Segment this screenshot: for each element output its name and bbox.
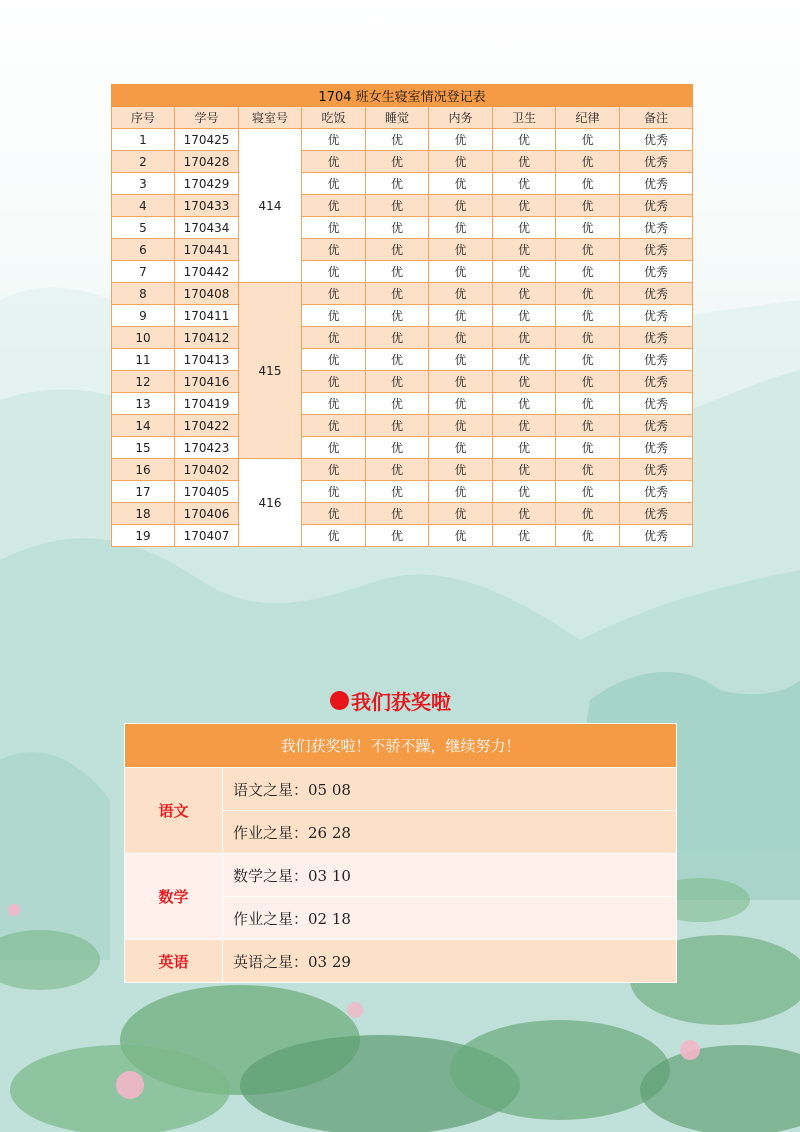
cell-remark: 优秀 <box>620 327 693 349</box>
cell-sleep: 优 <box>366 239 429 261</box>
cell-student-id: 170423 <box>175 437 239 459</box>
cell-housekeeping: 优 <box>429 217 493 239</box>
cell-sleep: 优 <box>366 261 429 283</box>
cell-sleep: 优 <box>366 437 429 459</box>
awards-title: 我们获奖啦 <box>351 690 451 714</box>
cell-discipline: 优 <box>556 349 620 371</box>
award-line: 作业之星：26 28 <box>223 811 677 854</box>
cell-housekeeping: 优 <box>429 459 493 481</box>
cell-remark: 优秀 <box>620 349 693 371</box>
cell-eat: 优 <box>302 415 366 437</box>
table-title: 1704 班女生寝室情况登记表 <box>112 85 693 107</box>
header-room: 寝室号 <box>239 107 302 129</box>
cell-remark: 优秀 <box>620 437 693 459</box>
cell-housekeeping: 优 <box>429 437 493 459</box>
cell-sleep: 优 <box>366 129 429 151</box>
cell-eat: 优 <box>302 349 366 371</box>
cell-discipline: 优 <box>556 283 620 305</box>
awards-banner: 我们获奖啦！不骄不躁，继续努力！ <box>125 724 677 768</box>
table-row <box>112 503 693 525</box>
cell-discipline: 优 <box>556 173 620 195</box>
cell-housekeeping: 优 <box>429 415 493 437</box>
table-row <box>112 173 693 195</box>
cell-hygiene: 优 <box>493 371 556 393</box>
cell-hygiene: 优 <box>493 283 556 305</box>
cell-no: 6 <box>112 239 175 261</box>
cell-discipline: 优 <box>556 371 620 393</box>
award-row <box>125 768 677 811</box>
cell-housekeeping: 优 <box>429 239 493 261</box>
cell-student-id: 170416 <box>175 371 239 393</box>
award-line: 作业之星：02 18 <box>223 897 677 940</box>
cell-discipline: 优 <box>556 129 620 151</box>
header-no: 序号 <box>112 107 175 129</box>
cell-discipline: 优 <box>556 437 620 459</box>
table-row <box>112 261 693 283</box>
cell-housekeeping: 优 <box>429 195 493 217</box>
cell-hygiene: 优 <box>493 503 556 525</box>
cell-sleep: 优 <box>366 327 429 349</box>
awards-table <box>124 723 677 983</box>
cell-student-id: 170402 <box>175 459 239 481</box>
cell-hygiene: 优 <box>493 525 556 547</box>
cell-eat: 优 <box>302 481 366 503</box>
cell-no: 9 <box>112 305 175 327</box>
cell-remark: 优秀 <box>620 481 693 503</box>
cell-sleep: 优 <box>366 283 429 305</box>
cell-sleep: 优 <box>366 503 429 525</box>
cell-eat: 优 <box>302 151 366 173</box>
cell-housekeeping: 优 <box>429 481 493 503</box>
header-remark: 备注 <box>620 107 693 129</box>
cell-student-id: 170425 <box>175 129 239 151</box>
cell-no: 14 <box>112 415 175 437</box>
cell-hygiene: 优 <box>493 239 556 261</box>
cell-housekeeping: 优 <box>429 349 493 371</box>
cell-no: 2 <box>112 151 175 173</box>
table-row <box>112 195 693 217</box>
cell-sleep: 优 <box>366 481 429 503</box>
header-hygiene: 卫生 <box>493 107 556 129</box>
cell-remark: 优秀 <box>620 239 693 261</box>
cell-no: 7 <box>112 261 175 283</box>
cell-student-id: 170419 <box>175 393 239 415</box>
cell-housekeeping: 优 <box>429 261 493 283</box>
header-eat: 吃饭 <box>302 107 366 129</box>
cell-remark: 优秀 <box>620 525 693 547</box>
cell-no: 18 <box>112 503 175 525</box>
cell-remark: 优秀 <box>620 217 693 239</box>
cell-discipline: 优 <box>556 481 620 503</box>
red-dot-icon <box>330 691 349 710</box>
cell-eat: 优 <box>302 195 366 217</box>
cell-discipline: 优 <box>556 151 620 173</box>
table-header-row <box>112 107 693 129</box>
cell-no: 15 <box>112 437 175 459</box>
cell-eat: 优 <box>302 327 366 349</box>
subject-label: 英语 <box>125 940 223 983</box>
cell-housekeeping: 优 <box>429 283 493 305</box>
cell-hygiene: 优 <box>493 129 556 151</box>
cell-eat: 优 <box>302 305 366 327</box>
cell-hygiene: 优 <box>493 437 556 459</box>
table-row <box>112 283 693 305</box>
cell-discipline: 优 <box>556 217 620 239</box>
cell-eat: 优 <box>302 239 366 261</box>
cell-student-id: 170405 <box>175 481 239 503</box>
dorm-record-table <box>111 84 693 547</box>
cell-eat: 优 <box>302 437 366 459</box>
cell-no: 19 <box>112 525 175 547</box>
cell-sleep: 优 <box>366 195 429 217</box>
cell-student-id: 170434 <box>175 217 239 239</box>
cell-eat: 优 <box>302 173 366 195</box>
cell-discipline: 优 <box>556 261 620 283</box>
award-row <box>125 940 677 983</box>
cell-sleep: 优 <box>366 393 429 415</box>
cell-hygiene: 优 <box>493 349 556 371</box>
cell-room: 414 <box>239 129 302 283</box>
cell-hygiene: 优 <box>493 327 556 349</box>
cell-housekeeping: 优 <box>429 173 493 195</box>
cell-sleep: 优 <box>366 173 429 195</box>
cell-housekeeping: 优 <box>429 371 493 393</box>
cell-eat: 优 <box>302 283 366 305</box>
table-row <box>112 327 693 349</box>
cell-hygiene: 优 <box>493 415 556 437</box>
cell-no: 5 <box>112 217 175 239</box>
header-sleep: 睡觉 <box>366 107 429 129</box>
cell-no: 17 <box>112 481 175 503</box>
cell-student-id: 170441 <box>175 239 239 261</box>
cell-eat: 优 <box>302 525 366 547</box>
cell-remark: 优秀 <box>620 283 693 305</box>
header-discipline: 纪律 <box>556 107 620 129</box>
cell-student-id: 170407 <box>175 525 239 547</box>
cell-eat: 优 <box>302 459 366 481</box>
cell-no: 13 <box>112 393 175 415</box>
table-row <box>112 151 693 173</box>
cell-remark: 优秀 <box>620 415 693 437</box>
cell-no: 16 <box>112 459 175 481</box>
cell-hygiene: 优 <box>493 173 556 195</box>
cell-student-id: 170411 <box>175 305 239 327</box>
cell-student-id: 170429 <box>175 173 239 195</box>
cell-remark: 优秀 <box>620 459 693 481</box>
cell-hygiene: 优 <box>493 305 556 327</box>
table-row <box>112 393 693 415</box>
cell-hygiene: 优 <box>493 217 556 239</box>
cell-housekeeping: 优 <box>429 129 493 151</box>
cell-sleep: 优 <box>366 349 429 371</box>
cell-discipline: 优 <box>556 459 620 481</box>
table-row <box>112 459 693 481</box>
cell-sleep: 优 <box>366 305 429 327</box>
cell-hygiene: 优 <box>493 151 556 173</box>
cell-no: 10 <box>112 327 175 349</box>
cell-no: 8 <box>112 283 175 305</box>
cell-sleep: 优 <box>366 525 429 547</box>
cell-remark: 优秀 <box>620 261 693 283</box>
cell-sleep: 优 <box>366 217 429 239</box>
cell-remark: 优秀 <box>620 173 693 195</box>
cell-sleep: 优 <box>366 371 429 393</box>
cell-student-id: 170433 <box>175 195 239 217</box>
award-row <box>125 854 677 897</box>
cell-student-id: 170428 <box>175 151 239 173</box>
cell-hygiene: 优 <box>493 481 556 503</box>
cell-discipline: 优 <box>556 305 620 327</box>
cell-remark: 优秀 <box>620 393 693 415</box>
cell-eat: 优 <box>302 371 366 393</box>
cell-no: 1 <box>112 129 175 151</box>
cell-discipline: 优 <box>556 195 620 217</box>
awards-body <box>125 768 677 983</box>
cell-room: 415 <box>239 283 302 459</box>
cell-discipline: 优 <box>556 415 620 437</box>
cell-sleep: 优 <box>366 151 429 173</box>
cell-student-id: 170442 <box>175 261 239 283</box>
cell-no: 12 <box>112 371 175 393</box>
cell-discipline: 优 <box>556 525 620 547</box>
cell-student-id: 170412 <box>175 327 239 349</box>
cell-remark: 优秀 <box>620 305 693 327</box>
cell-housekeeping: 优 <box>429 525 493 547</box>
cell-housekeeping: 优 <box>429 327 493 349</box>
cell-remark: 优秀 <box>620 195 693 217</box>
table-row <box>112 349 693 371</box>
table-row <box>112 415 693 437</box>
cell-sleep: 优 <box>366 415 429 437</box>
cell-hygiene: 优 <box>493 195 556 217</box>
cell-room: 416 <box>239 459 302 547</box>
cell-eat: 优 <box>302 503 366 525</box>
cell-remark: 优秀 <box>620 503 693 525</box>
cell-remark: 优秀 <box>620 151 693 173</box>
header-student-id: 学号 <box>175 107 239 129</box>
award-line: 语文之星：05 08 <box>223 768 677 811</box>
table-row <box>112 217 693 239</box>
cell-discipline: 优 <box>556 393 620 415</box>
cell-remark: 优秀 <box>620 371 693 393</box>
cell-eat: 优 <box>302 217 366 239</box>
cell-student-id: 170422 <box>175 415 239 437</box>
table-row <box>112 437 693 459</box>
table-row <box>112 371 693 393</box>
table-row <box>112 525 693 547</box>
cell-eat: 优 <box>302 129 366 151</box>
cell-discipline: 优 <box>556 503 620 525</box>
table-row <box>112 239 693 261</box>
cell-eat: 优 <box>302 393 366 415</box>
cell-housekeeping: 优 <box>429 305 493 327</box>
cell-housekeeping: 优 <box>429 503 493 525</box>
header-housekeeping: 内务 <box>429 107 493 129</box>
cell-housekeeping: 优 <box>429 151 493 173</box>
cell-no: 4 <box>112 195 175 217</box>
subject-label: 数学 <box>125 854 223 940</box>
cell-no: 11 <box>112 349 175 371</box>
cell-eat: 优 <box>302 261 366 283</box>
table-body <box>112 129 693 547</box>
cell-hygiene: 优 <box>493 393 556 415</box>
cell-hygiene: 优 <box>493 261 556 283</box>
award-line: 数学之星：03 10 <box>223 854 677 897</box>
cell-student-id: 170406 <box>175 503 239 525</box>
cell-discipline: 优 <box>556 239 620 261</box>
cell-discipline: 优 <box>556 327 620 349</box>
awards-heading <box>330 686 451 715</box>
table-row <box>112 481 693 503</box>
table-row <box>112 305 693 327</box>
award-line: 英语之星：03 29 <box>223 940 677 983</box>
cell-no: 3 <box>112 173 175 195</box>
cell-sleep: 优 <box>366 459 429 481</box>
cell-student-id: 170408 <box>175 283 239 305</box>
cell-housekeeping: 优 <box>429 393 493 415</box>
cell-hygiene: 优 <box>493 459 556 481</box>
cell-remark: 优秀 <box>620 129 693 151</box>
cell-student-id: 170413 <box>175 349 239 371</box>
subject-label: 语文 <box>125 768 223 854</box>
table-row <box>112 129 693 151</box>
